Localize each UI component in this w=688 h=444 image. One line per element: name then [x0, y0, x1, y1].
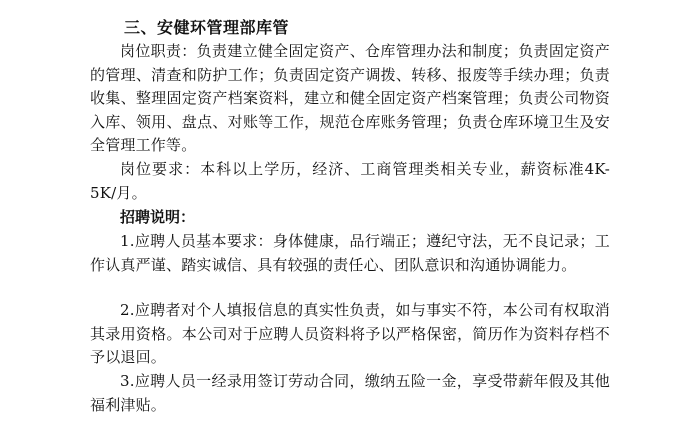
recruitment-notes-heading: 招聘说明： — [120, 208, 196, 226]
cut-off-next-line — [118, 436, 518, 444]
section-heading: 三、安健环管理部库管 — [124, 18, 290, 37]
recruitment-note-1: 1.应聘人员基本要求：身体健康，品行端正；遵纪守法，无不良记录；工作认真严谨、踏实诚信、具有较强的责任心、团队意识和沟通协调能力。 — [90, 232, 610, 274]
job-duties-paragraph: 岗位职责：负责建立健全固定资产、仓库管理办法和制度；负责固定资产的管理、清查和防护工作；负责固定资产调拨、转移、报废等手续办理；负责收集、整理固定资产档案资料，建立和健全固定资产档案管理；负责公司物资入库、领用、盘点、对账等工作，规范仓库账务管理；负责仓库环境卫生及安全管理工作等。 — [90, 42, 610, 154]
job-requirements-paragraph: 岗位要求：本科以上学历，经济、工商管理类相关专业，薪资标准4K-5K/月。 — [90, 160, 610, 202]
recruitment-note-3: 3.应聘人员一经录用签订劳动合同，缴纳五险一金，享受带薪年假及其他福利津贴。 — [90, 372, 610, 414]
recruitment-note-2: 2.应聘者对个人填报信息的真实性负责，如与事实不符，本公司有权取消其录用资格。本公司对于应聘人员资料将予以严格保密，简历作为资料存档不予以退回。 — [90, 301, 610, 366]
